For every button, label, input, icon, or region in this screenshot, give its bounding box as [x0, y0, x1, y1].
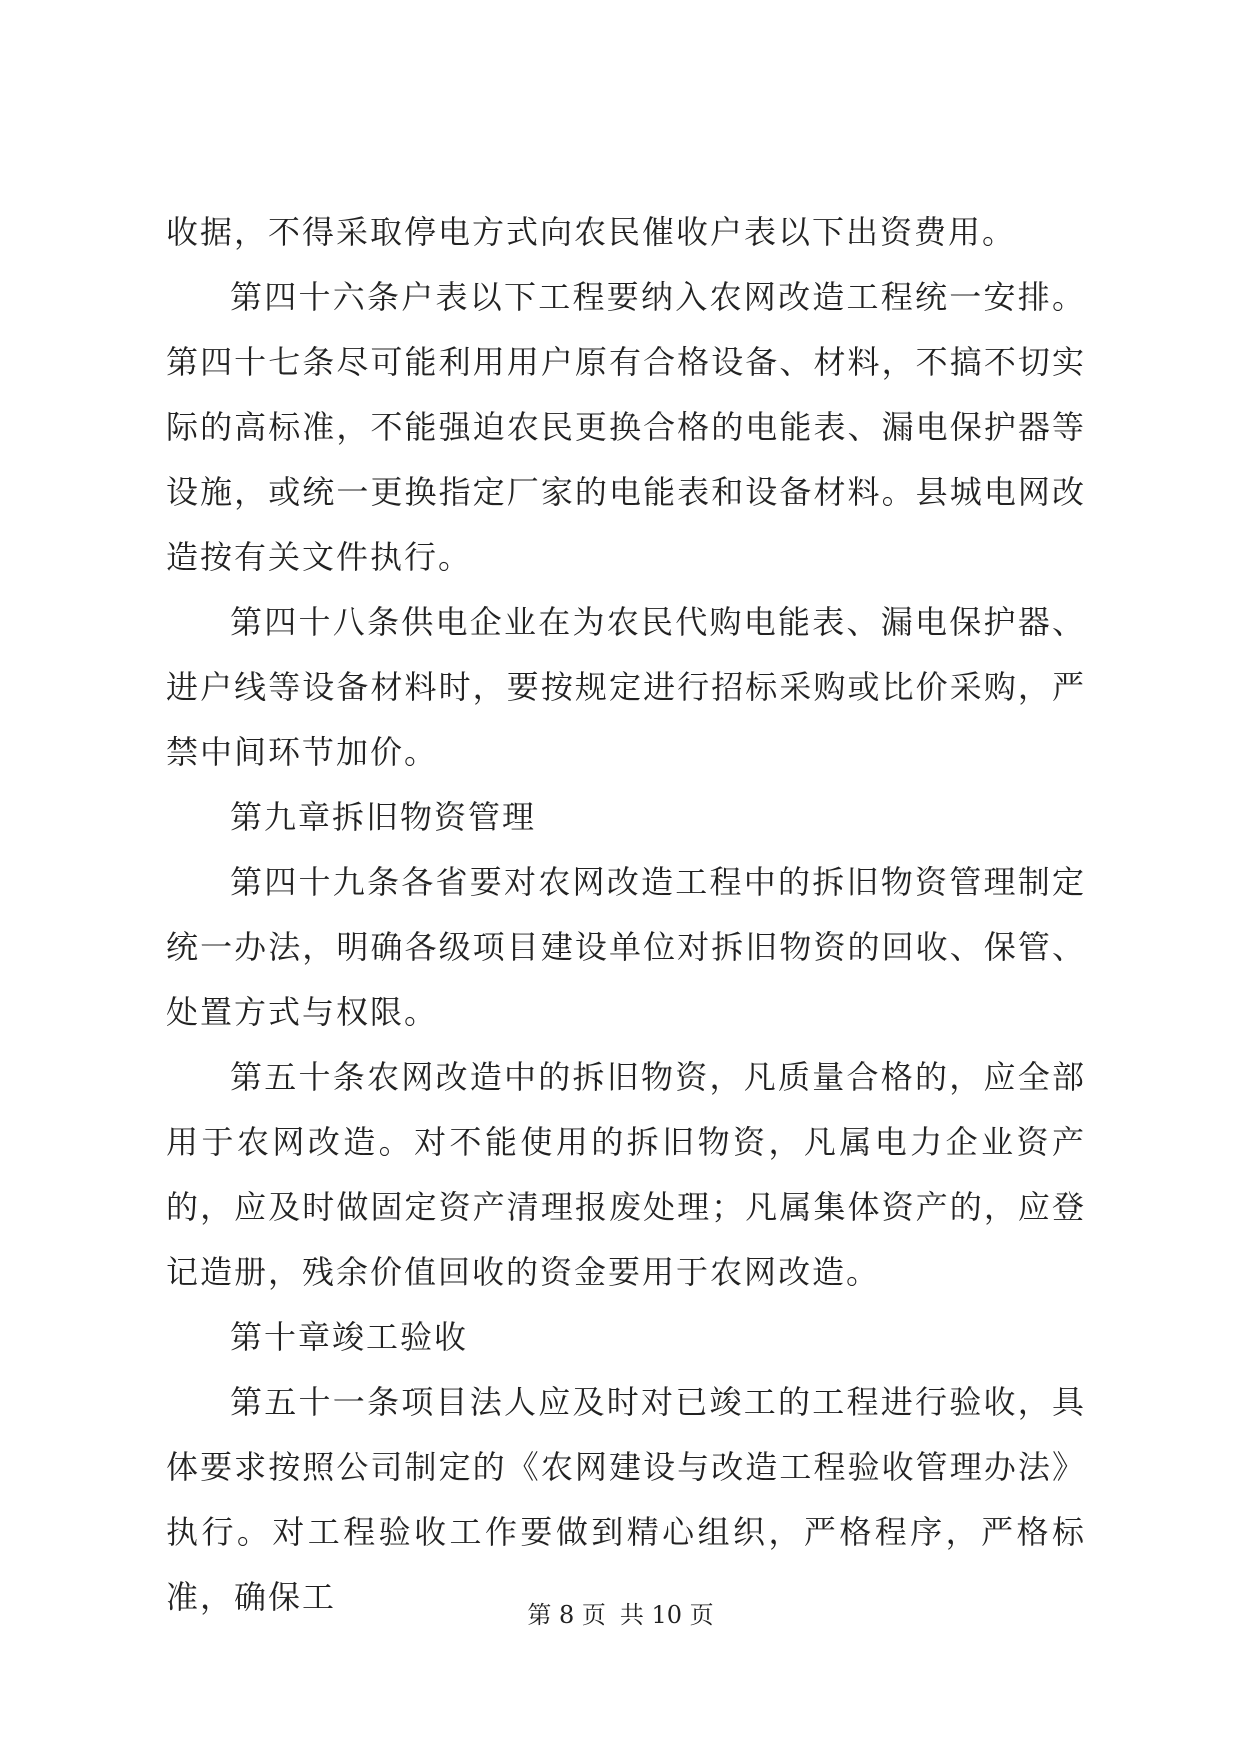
paragraph-article-46-47: 第四十六条户表以下工程要纳入农网改造工程统一安排。第四十七条尽可能利用用户原有合格设备、材料，不搞不切实际的高标准，不能强迫农民更换合格的电能表、漏电保护器等设施，或统一更换指定厂家的电能表和设备材料。县城电网改造按有关文件执行。 — [166, 278, 1086, 576]
chapter-heading-9: 第九章拆旧物资管理 — [230, 798, 537, 836]
document-body — [166, 200, 1086, 1630]
paragraph-continuation: 收据，不得采取停电方式向农民催收户表以下出资费用。 — [166, 213, 1017, 251]
page-number: 第 8 页 — [527, 1601, 606, 1629]
page-total: 共 10 页 — [619, 1601, 714, 1629]
page-footer — [0, 1600, 1241, 1630]
paragraph-article-49: 第四十九条各省要对农网改造工程中的拆旧物资管理制定统一办法，明确各级项目建设单位对拆旧物资的回收、保管、处置方式与权限。 — [166, 863, 1086, 1031]
paragraph-article-50: 第五十条农网改造中的拆旧物资，凡质量合格的，应全部用于农网改造。对不能使用的拆旧物资，凡属电力企业资产的，应及时做固定资产清理报废处理；凡属集体资产的，应登记造册，残余价值回收的资金要用于农网改造。 — [166, 1058, 1086, 1291]
chapter-heading-10: 第十章竣工验收 — [230, 1318, 469, 1356]
paragraph-article-48: 第四十八条供电企业在为农民代购电能表、漏电保护器、进户线等设备材料时，要按规定进行招标采购或比价采购，严禁中间环节加价。 — [166, 603, 1086, 771]
paragraph-article-51: 第五十一条项目法人应及时对已竣工的工程进行验收，具体要求按照公司制定的《农网建设与改造工程验收管理办法》执行。对工程验收工作要做到精心组织，严格程序，严格标准，确保工 — [166, 1383, 1086, 1616]
